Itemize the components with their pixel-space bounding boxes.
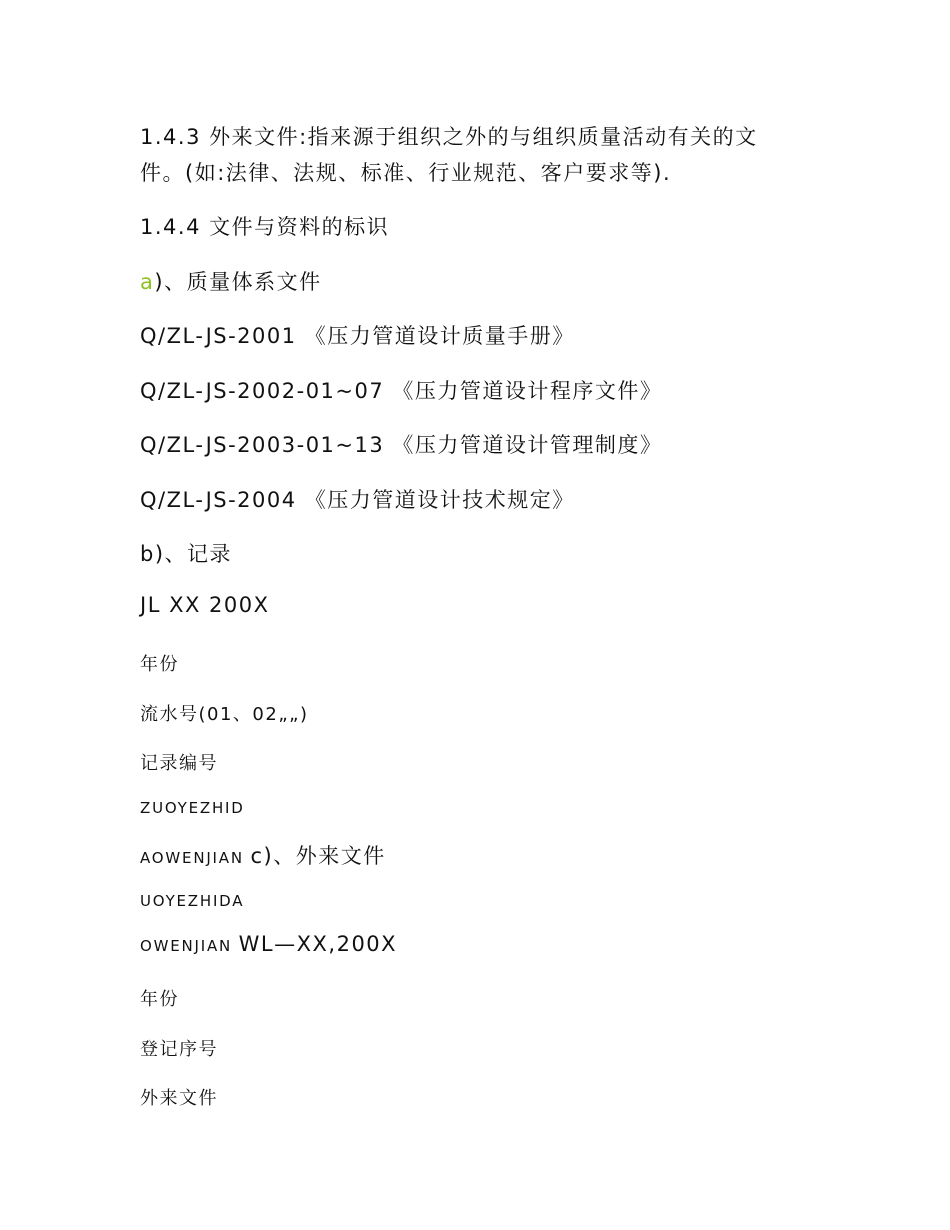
- doc-list-item-2: Q/ZL-JS-2002-01~07 《压力管道设计程序文件》: [140, 379, 663, 403]
- item-a-marker: a: [140, 270, 155, 294]
- doc-list-item-4: Q/ZL-JS-2004 《压力管道设计技术规定》: [140, 488, 575, 512]
- external-code-line: [140, 932, 397, 956]
- watermark-text-2: AOWENJIAN: [140, 849, 244, 867]
- watermark-text-3: UOYEZHIDA: [140, 892, 245, 910]
- external-doc-label: 外来文件: [140, 1088, 218, 1109]
- item-a-heading: [140, 266, 322, 296]
- item-c-line: [140, 840, 386, 870]
- section-1-4-3-line-2: 件。(如:法律、法规、标准、行业规范、客户要求等).: [140, 161, 672, 185]
- record-serial-label: 流水号(01、02„„): [140, 704, 309, 725]
- external-code: WL—XX,200X: [238, 932, 398, 956]
- external-year-label: 年份: [140, 989, 179, 1010]
- external-reg-label: 登记序号: [140, 1039, 218, 1060]
- record-code: JL XX 200X: [140, 593, 270, 617]
- item-c-heading: c)、外来文件: [250, 844, 386, 868]
- record-number-label: 记录编号: [140, 753, 218, 774]
- record-year-label: 年份: [140, 654, 179, 675]
- section-1-4-3-line-1: 1.4.3 外来文件:指来源于组织之外的与组织质量活动有关的文: [140, 125, 758, 149]
- watermark-text-1: ZUOYEZHID: [140, 799, 245, 817]
- item-a-text: )、质量体系文件: [154, 270, 322, 294]
- doc-list-item-1: Q/ZL-JS-2001 《压力管道设计质量手册》: [140, 324, 575, 348]
- section-1-4-4-heading: 1.4.4 文件与资料的标识: [140, 215, 390, 239]
- doc-list-item-3: Q/ZL-JS-2003-01~13 《压力管道设计管理制度》: [140, 433, 663, 457]
- item-b-heading: b)、记录: [140, 542, 233, 566]
- watermark-text-4: OWENJIAN: [140, 937, 233, 955]
